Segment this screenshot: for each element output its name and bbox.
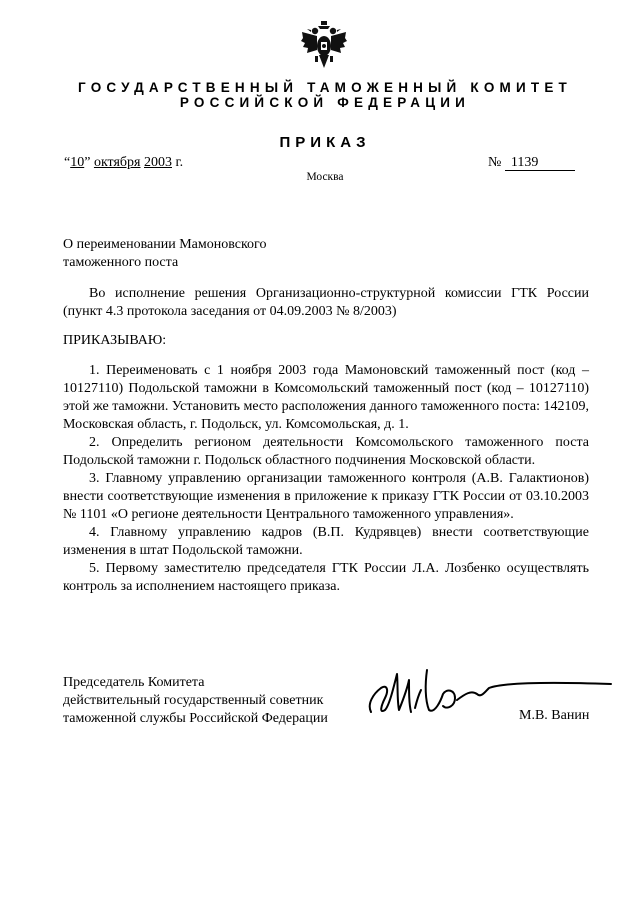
date-month: октября <box>93 155 141 170</box>
order-item: 2. Определить регионом деятельности Комсомольского таможенного поста Подольской таможни г. Подольск областного подчинения Московской области. <box>63 435 589 468</box>
date-day: 10 <box>70 155 85 170</box>
org-name-line2: РОССИЙСКОЙ ФЕДЕРАЦИИ <box>179 95 471 110</box>
signatory-title-line: действительный государственный советник <box>63 693 324 708</box>
document-subject <box>63 236 589 272</box>
order-word: ПРИКАЗЫВАЮ: <box>63 333 167 348</box>
date-suffix: г. <box>175 155 184 170</box>
order-item: 1. Переименовать с 1 ноября 2003 года Мамоновский таможенный пост (код – 10127110) Подольской таможни в Комсомольский таможенный пост (код – 10127110) этой же таможни. Установить место расположения данного таможенного поста: 142109, Московская область, г. Подольск, ул. Комсомольская, д. 1. <box>63 363 589 432</box>
number-label: № <box>488 155 502 170</box>
order-item: 4. Главному управлению кадров (В.П. Кудрявцев) внести соответствующие изменения в штат Подольской таможни. <box>63 525 589 558</box>
basis-paragraph: Во исполнение решения Организационно-структурной комиссии ГТК России (пункт 4.3 протокола заседания от 04.09.2003 № 8/2003) <box>63 286 589 319</box>
signatory-title-line: Председатель Комитета <box>63 675 205 690</box>
state-emblem-icon <box>300 20 348 70</box>
document-date: “10” октября 2003 г. <box>64 155 184 170</box>
document-city: Москва <box>306 171 344 183</box>
document-number <box>488 155 575 171</box>
signer-name: М.В. Ванин <box>519 708 590 723</box>
document-basis <box>63 285 589 321</box>
number-value: 1139 <box>505 155 575 171</box>
date-year: 2003 <box>144 155 172 170</box>
signatory-title <box>63 674 328 728</box>
document-type-title: ПРИКАЗ <box>279 134 371 151</box>
org-name-line1: ГОСУДАРСТВЕННЫЙ ТАМОЖЕННЫЙ КОМИТЕТ <box>78 80 572 95</box>
subject-line: таможенного поста <box>63 255 179 270</box>
order-items <box>63 362 589 596</box>
subject-line: О переименовании Мамоновского <box>63 237 267 252</box>
signatory-title-line: таможенной службы Российской Федерации <box>63 711 328 726</box>
order-item: 3. Главному управлению организации таможенного контроля (А.В. Галактионов) внести соответствующие изменения в приложение к приказу ГТК России от 03.10.2003 № 1101 «О регионе деятельности Центрального таможенного управления». <box>63 471 589 522</box>
order-item: 5. Первому заместителю председателя ГТК России Л.А. Лозбенко осуществлять контроль за исполнением настоящего приказа. <box>63 561 589 594</box>
